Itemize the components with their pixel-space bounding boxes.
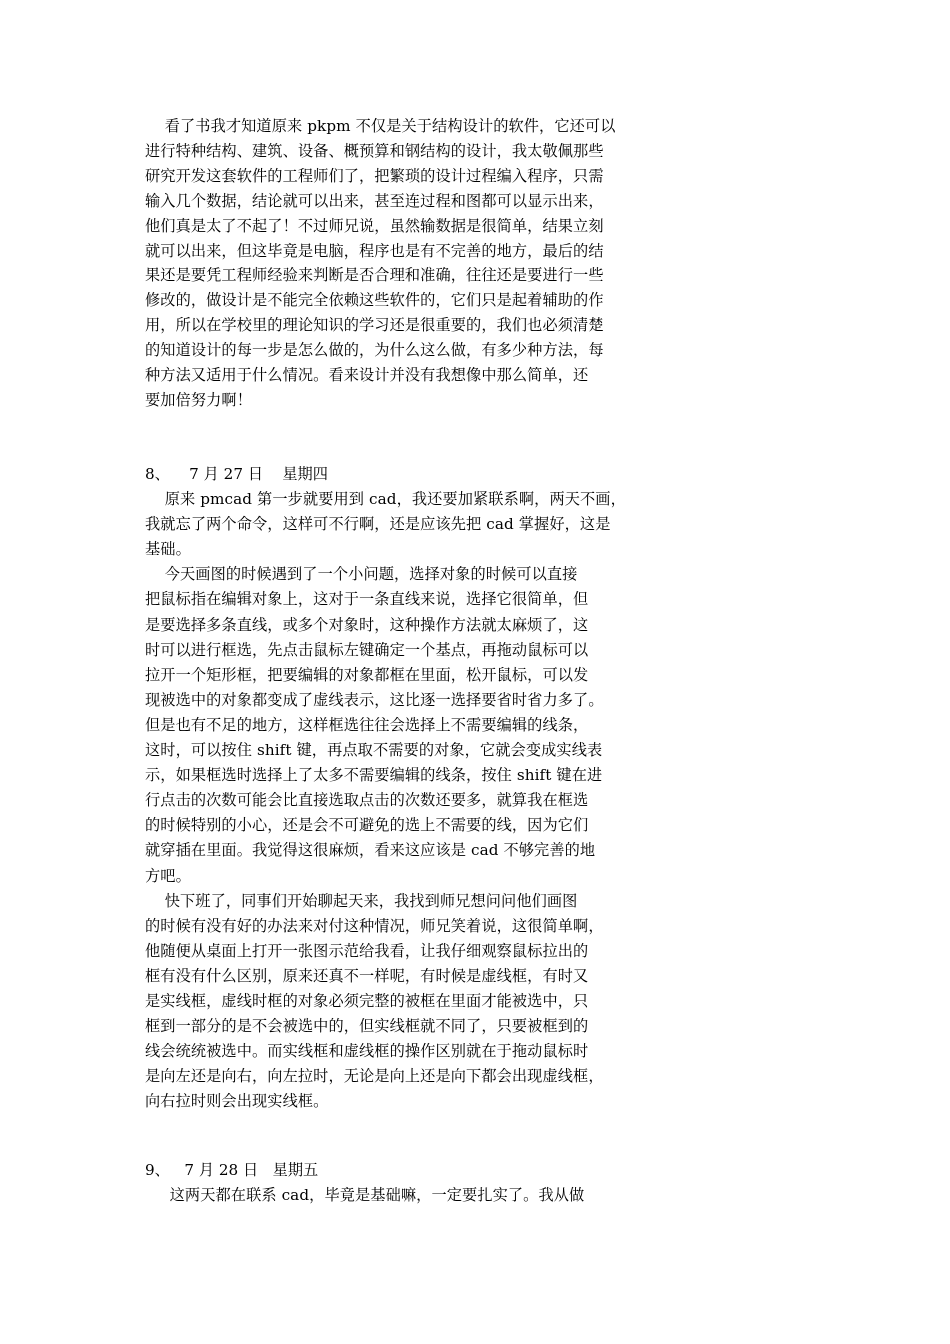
text-line: 的时候有没有好的办法来对付这种情况，师兄笑着说，这很简单啊， [145,916,604,935]
text-line: 种方法又适用于什么情况。看来设计并没有我想像中那么简单，还 [145,366,589,384]
text-line: 现被选中的对象都变成了虚线表示，这比逐一选择要省时省力多了。 [145,690,604,709]
text-line: 框到一部分的是不会被选中的，但实线框就不同了，只要被框到的 [145,1017,589,1036]
text-line: 看了书我才知道原来 pkpm 不仅是关于结构设计的软件，它还可以 [145,117,616,135]
text-line: 是要选择多条直线，或多个对象时，这种操作方法就太麻烦了，这 [145,615,589,634]
text-line: 示，如果框选时选择上了太多不需要编辑的线条，按住 shift 键在进 [145,766,603,785]
text-line: 线会统统被选中。而实线框和虚线框的操作区别就在于拖动鼠标时 [145,1042,589,1061]
text-line: 要加倍努力啊！ [145,390,253,409]
text-line: 但是也有不足的地方，这样框选往往会选择上不需要编辑的线条， [145,715,589,734]
text-line: 用，所以在学校里的理论知识的学习还是很重要的，我们也必须清楚 [145,316,604,335]
text-line: 这两天都在联系 cad，毕竟是基础嘛，一定要扎实了。我从做 [145,1186,585,1204]
text-line: 就穿插在里面。我觉得这很麻烦，看来这应该是 cad 不够完善的地 [145,841,596,860]
text-line: 基础。 [145,540,191,559]
text-line: 研究开发这套软件的工程师们了，把繁琐的设计过程编入程序，只需 [145,166,604,185]
text-line: 框有没有什么区别，原来还真不一样呢，有时候是虚线框，有时又 [145,966,589,985]
text-line: 行点击的次数可能会比直接选取点击的次数还要多，就算我在框选 [145,791,589,810]
entry-heading-8: 8、 7 月 27 日 星期四 [145,465,328,483]
entry-heading-9: 9、 7 月 28 日 星期五 [145,1161,319,1179]
text-line: 的时候特别的小心，还是会不可避免的选上不需要的线，因为它们 [145,816,589,835]
text-line: 进行特种结构、建筑、设备、概预算和钢结构的设计，我太敬佩那些 [145,141,604,160]
text-line: 是向左还是向右，向左拉时，无论是向上还是向下都会出现虚线框， [145,1067,604,1086]
text-line: 方吧。 [145,866,191,885]
text-line: 向右拉时则会出现实线框。 [145,1092,329,1111]
text-line: 时可以进行框选，先点击鼠标左键确定一个基点，再拖动鼠标可以 [145,640,589,659]
text-line: 我就忘了两个命令，这样可不行啊，还是应该先把 cad 掌握好，这是 [145,515,611,534]
text-line: 他随便从桌面上打开一张图示范给我看，让我仔细观察鼠标拉出的 [145,941,589,960]
text-line: 输入几个数据，结论就可以出来，甚至连过程和图都可以显示出来， [145,191,604,210]
text-line: 把鼠标指在编辑对象上，这对于一条直线来说，选择它很简单，但 [145,590,589,609]
text-line: 果还是要凭工程师经验来判断是否合理和准确，往往还是要进行一些 [145,266,604,285]
text-line: 修改的，做设计是不能完全依赖这些软件的，它们只是起着辅助的作 [145,291,604,310]
text-line: 快下班了，同事们开始聊起天来，我找到师兄想问问他们画图 [145,891,578,910]
text-line: 是实线框，虚线时框的对象必须完整的被框在里面才能被选中，只 [145,992,589,1010]
text-line: 他们真是太了不起了！不过师兄说，虽然输数据是很简单，结果立刻 [145,216,604,235]
text-line: 的知道设计的每一步是怎么做的，为什么这么做，有多少种方法，每 [145,341,604,360]
text-line: 这时，可以按住 shift 键，再点取不需要的对象，它就会变成实线表 [145,741,603,759]
text-line: 拉开一个矩形框，把要编辑的对象都框在里面，松开鼠标，可以发 [145,665,589,684]
text-line: 今天画图的时候遇到了一个小问题，选择对象的时候可以直接 [145,565,578,584]
text-line: 原来 pmcad 第一步就要用到 cad，我还要加紧联系啊，两天不画， [145,490,626,508]
text-line: 就可以出来，但这毕竟是电脑，程序也是有不完善的地方，最后的结 [145,241,604,260]
